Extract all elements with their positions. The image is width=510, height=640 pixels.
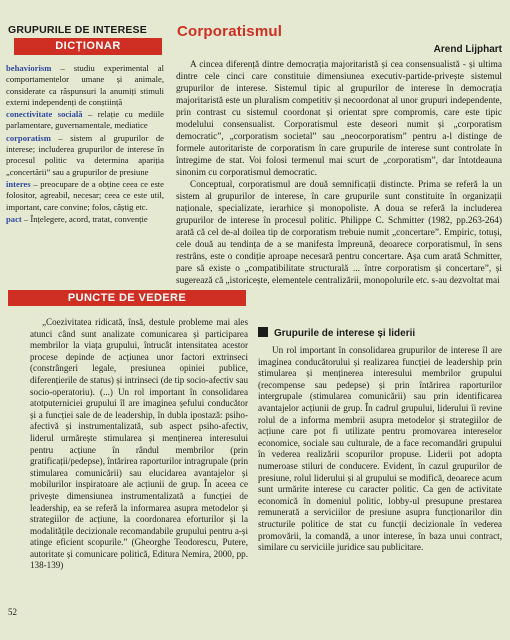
dictionary-term: pact (6, 213, 22, 224)
dictionary-banner: DICȚIONAR (14, 38, 162, 55)
dictionary-definition: – relație cu mediile parlamentare, guvernamentale, mediatice (6, 109, 164, 131)
dictionary-entry (6, 133, 164, 178)
dictionary-term: conectivitate socială (6, 109, 83, 120)
viewpoints-quote: „Coezivitatea ridicată, însă, destule probleme mai ales atunci când sunt analizate comunicarea și participarea membrilor la viața grupului, întrucât intensitatea acestor procese depinde de acțiunea unor factori extrinseci (constrângeri legale, presiunea opiniei publice, diferențierile de status) și intrinseci (de tip socio-afectiv sau socio-operatoriu). (...) Un rol important în consolidarea atotputerniciei grupului îl are imaginea șefului conducător și a funcției sale de de leadership, în dubla ipostază: psiho-afectivă și instrumentalizată, sub aspect psiho-afectiv, liderul urmărește stimularea și menținerea interesului pentru acțiune în rândul membrilor (prin gratificații/pedepse), întărirea raporturilor intragrupale (prin stimularea comunicării) sau elucidarea avantajelor și mobilurilor inspiratoare ale acțiunii de grup. În aceea ce privește dimensiunea instrumentalizată a funcției de leadership, ea se referă la informarea asupra metodelor și strategiilor de acțiune, la coordonarea eforturilor și la modalitățile decizionale recomandabile grupului pentru a-și atinge eficient scopurile.” (Gheorghe Teodorescu, Putere, autoritate și comunicare politică, Editura Nemira, 2000, pp. 138-139) (30, 317, 248, 571)
dictionary-entry (6, 63, 164, 108)
article-paragraph: Conceptual, corporatismul are două semnificații distincte. Prima se referă la un sistem al grupurilor de interese, în care grupurile sunt constituite în organizații naționale, specializate, ierarhice și monopoliste. A doua se referă la includerea grupurilor de interese în procesul politic. Philippe C. Schmitter (1982, pp.263-264) arată că cel de-al doilea tip de corporatism trebuie numit „concertare”. Empiric, totuși, cele două au tendința de a se manifesta împreună, deoarece corporatismul, în sens restrâns, este o condiție aproape necesară pentru concertare. Așa cum arată Schmitter, pare să existe o „compatibilitate structurală ... între corporatism și concertare”, și sugerează că „istoricește, elementele centralizării, monopolurile etc. s-au dezvoltat mai (176, 180, 502, 286)
dictionary-entries (6, 63, 164, 226)
square-bullet-icon (258, 327, 268, 337)
leaders-text: Un rol important în consolidarea grupurilor de interese îl are imaginea conducătorului și realizarea funcției de leadership prin stimularea și menținerea interesului membrilor grupului (recompense sau pedepse) și prin întărirea raporturilor intergrupale (stimularea comunicării) sau prin identificarea avantajelor acțiunii de grup. În cadrul grupului, liderului îi revine rolul de a informa membrii asupra metodelor și strategiilor de acțiune care pot fi utilizate pentru promovarea intereselor economice, sociale sau culturale, de a face recomandări grupului în vederea realizării scopurilor propuse. Liderii pot adopta numeroase stiluri de conducere. Evident, în cazul grupurilor de presiune, rolul liderului și al grupului se modifică, deoarece acum sunt urmărite interese cu caracter politic. Ca gen de activitate economică în domeniul politic, lobby-ul presupune prestarea remunerată a serviciilor de presiune asupra funcționarilor din structurile politice de stat cu funcții decizionale în vederea promovării, la comandă, a unor interese, în baza unui contract, similare cu serviciile juridice sau publicitare. (258, 345, 502, 553)
dictionary-term: interes (6, 178, 31, 189)
article-body (176, 59, 502, 287)
dictionary-definition: – Înțelegere, acord, tratat, convenție (23, 213, 148, 224)
viewpoints-banner: PUNCTE DE VEDERE (8, 290, 246, 306)
dictionary-entry (6, 179, 164, 213)
dictionary-definition: – sistem al grupurilor de interese; includerea grupurilor de interese în procesul politic va determina apariția „concertării” sau a grupurilor de presiune (6, 132, 164, 177)
dictionary-term: corporatism (6, 132, 51, 143)
article-paragraph: A cincea diferență dintre democrația majoritaristă și cea consensualistă - și ultima dintre cele cinci care constituie dimensiunea executiv-partide-privește sistemul grupurilor de interese. Sistemul tipic al grupurilor de interese în democrația majoritaristă este un pluralism competitiv și necoordonat al unor grupuri independente, prin contrast cu sistemul coordonat și orientat spre compromis, care este tipic modelului consensualist. Corporatismul este deseori numit și „corporatism democratic”, „corporatism societal” sau „neocorporatism” pentru a-l distinge de formele autoritariste de corporatism în care grupurile de interese sunt controlate în întregime de stat. Voi folosi termenul mai scurt de „corporatism”, dar întotdeauna sinonim cu corporatismul democratic. (176, 60, 502, 178)
leaders-heading (258, 327, 498, 339)
leaders-heading-text: Grupurile de interese și liderii (274, 328, 416, 339)
article-title: Corporatismul (177, 23, 283, 40)
sidebar-heading: GRUPURILE DE INTERESE (8, 24, 147, 36)
dictionary-term: behaviorism (6, 63, 52, 73)
dictionary-definition: – studiu experimental al comportamentelor umane și animale, considerate ca răspunsuri la anumiți stimuli externi independenți de conștiință (6, 63, 165, 107)
dictionary-entry (6, 214, 164, 225)
dictionary-entry (6, 109, 164, 132)
article-author: Arend Lijphart (433, 44, 502, 55)
page-number: 52 (8, 607, 17, 617)
dictionary-definition: – preocupare de a obține ceea ce este folositor, agreabil, necesar; ceea ce este util, important, care convine; folos, câștig etc. (6, 178, 164, 212)
